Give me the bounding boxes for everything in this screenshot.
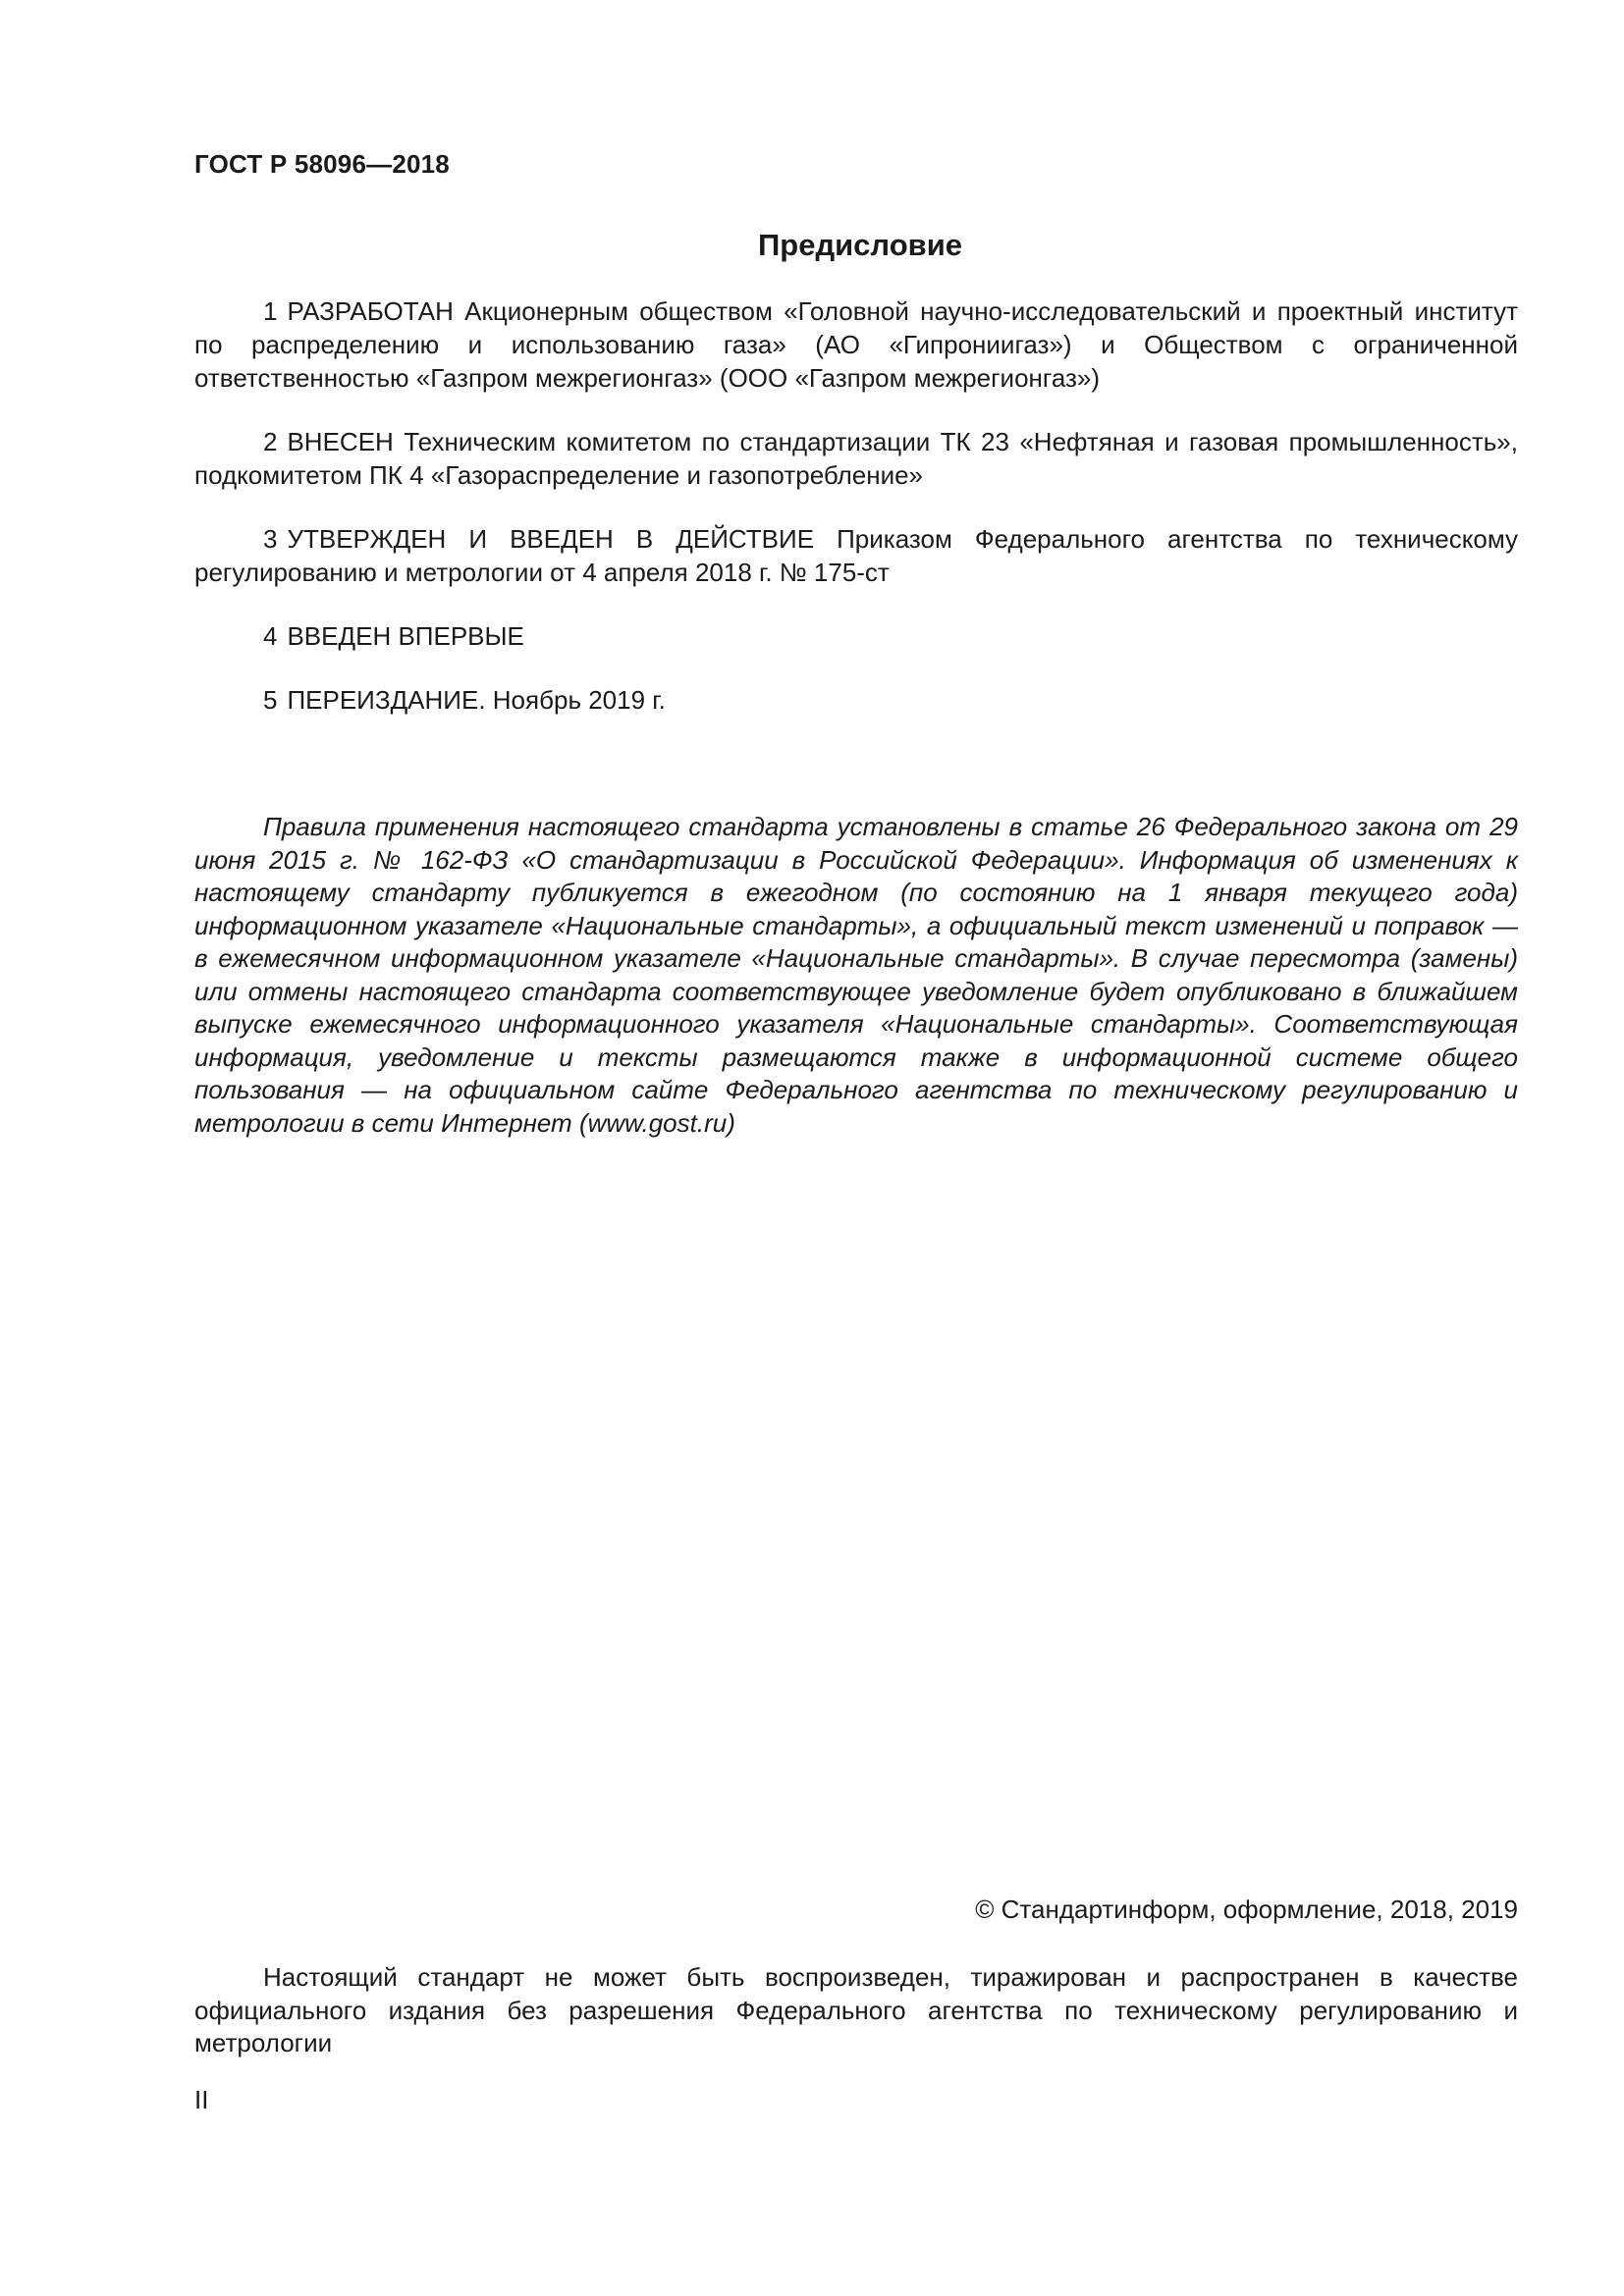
item-text: ВНЕСЕН Техническим комитетом по стандартизации ТК 23 «Нефтяная и газовая промышленность», подкомитетом ПК 4 «Газораспределение и газопотребление» <box>194 427 1518 490</box>
preface-item <box>194 619 1518 653</box>
preface-item <box>194 425 1518 492</box>
item-text: ПЕРЕИЗДАНИЕ. Ноябрь 2019 г. <box>287 685 666 715</box>
item-number: 2 <box>263 427 278 456</box>
item-text: УТВЕРЖДЕН И ВВЕДЕН В ДЕЙСТВИЕ Приказом Федерального агентства по техническому регулированию и метрологии от 4 апреля 2018 г. № 175-ст <box>194 524 1518 587</box>
section-title: Предисловие <box>757 228 962 262</box>
item-text: РАЗРАБОТАН Акционерным обществом «Головной научно-исследовательский и проектный институт по распределению и использованию газа» (АО «Гипрониигаз») и Обществом с ограниченной ответственностью «Газпром межрегионгаз» (ООО «Газпром межрегионгаз») <box>194 296 1518 393</box>
item-number: 1 <box>263 296 278 326</box>
item-number: 4 <box>263 621 278 651</box>
preface-item <box>194 522 1518 589</box>
item-text: ВВЕДЕН ВПЕРВЫЕ <box>287 621 524 651</box>
item-number: 3 <box>263 524 278 554</box>
rules-note: Правила применения настоящего стандарта установлены в статье 26 Федерального закона от 29 июня 2015 г. № 162-ФЗ «О стандартизации в Российской Федерации». Информация об изменениях к настоящему стандарту публикуется в ежегодном (по состоянию на 1 января текущего года) информационном указателе «Национальные стандарты», а официальный текст изменений и поправок — в ежемесячном информационном указателе «Национальные стандарты». В случае пересмотра (замены) или отмены настоящего стандарта соответствующее уведомление будет опубликовано в ближайшем выпуске ежемесячного информационного указателя «Национальные стандарты». Соответствующая информация, уведомление и тексты размещаются также в информационной системе общего пользования — на официальном сайте Федерального агентства по техническому регулированию и метрологии в сети Интернет (www.gost.ru) <box>194 812 1518 1138</box>
preface-items <box>194 294 1518 747</box>
item-number: 5 <box>263 685 278 715</box>
copyright-notice: © Стандартинформ, оформление, 2018, 2019 <box>975 1895 1518 1924</box>
document-code: ГОСТ Р 58096—2018 <box>194 149 450 179</box>
page-number: II <box>194 2085 209 2114</box>
preface-item <box>194 294 1518 395</box>
legal-notice: Настоящий стандарт не может быть воспроизведен, тиражирован и распространен в качестве официального издания без разрешения Федерального агентства по техническому регулированию и метрологии <box>194 1962 1518 2057</box>
preface-item <box>194 683 1518 717</box>
